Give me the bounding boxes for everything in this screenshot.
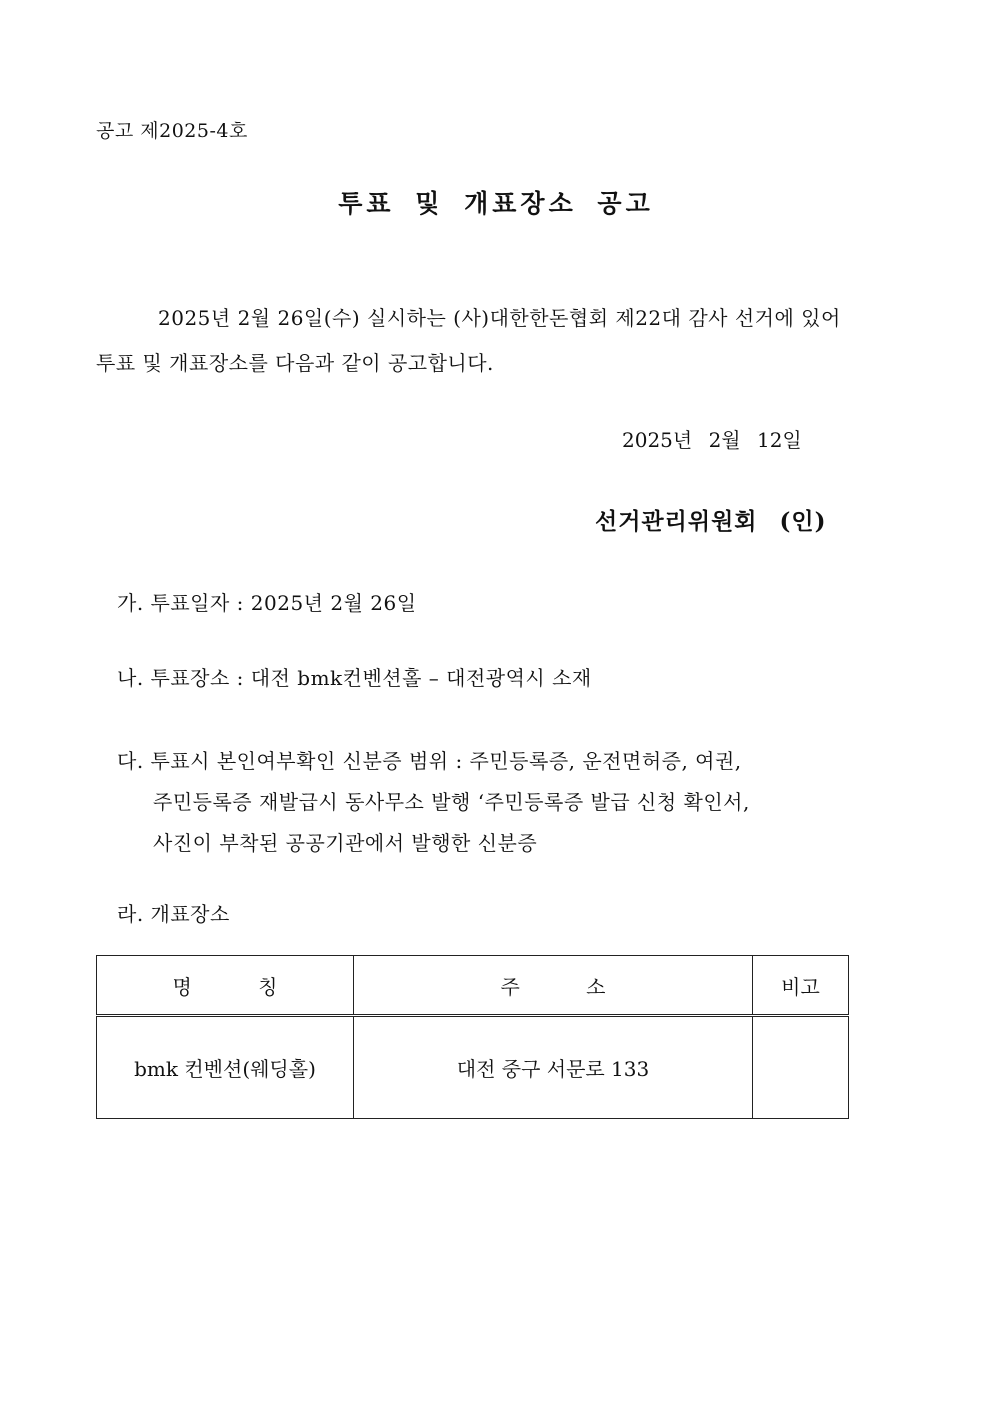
item-id-line-3: 사진이 부착된 공공기관에서 발행한 신분증 — [153, 831, 538, 855]
issuer-name: 선거관리위원회 — [595, 508, 758, 535]
notice-title: 투표 및 개표장소 공고 — [338, 189, 654, 218]
table-row — [97, 1016, 849, 1119]
item-id-line-2: 주민등록증 재발급시 동사무소 발행 ‘주민등록증 발급 신청 확인서, — [153, 790, 750, 814]
item-voting-date: 가. 투표일자 : 2025년 2월 26일 — [117, 591, 417, 615]
header-name: 명 칭 — [97, 956, 354, 1016]
issuer-seal: (인) — [779, 508, 827, 535]
header-remarks: 비고 — [753, 956, 849, 1016]
issuer-block — [595, 503, 827, 536]
notice-body-line-1: 2025년 2월 26일(수) 실시하는 (사)대한한돈협회 제22대 감사 선거에 있어 — [158, 306, 841, 330]
cell-venue-name: bmk 컨벤션(웨딩홀) — [97, 1016, 354, 1119]
item-voting-place: 나. 투표장소 : 대전 bmk컨벤션홀 – 대전광역시 소재 — [117, 666, 592, 690]
notice-body — [96, 296, 906, 386]
item-counting-place: 라. 개표장소 — [117, 902, 230, 926]
table-header-row — [97, 956, 849, 1016]
notice-number: 공고 제2025-4호 — [96, 120, 248, 142]
header-address: 주 소 — [354, 956, 753, 1016]
item-id-requirements — [117, 741, 750, 864]
cell-venue-remarks — [753, 1016, 849, 1119]
cell-venue-address: 대전 중구 서문로 133 — [354, 1016, 753, 1119]
notice-date: 2025년 2월 12일 — [622, 428, 802, 452]
item-id-line-1: 다. 투표시 본인여부확인 신분증 범위 : 주민등록증, 운전면허증, 여권, — [117, 749, 742, 773]
notice-body-line-2: 투표 및 개표장소를 다음과 같이 공고합니다. — [96, 351, 494, 375]
counting-venue-table — [96, 955, 849, 1119]
